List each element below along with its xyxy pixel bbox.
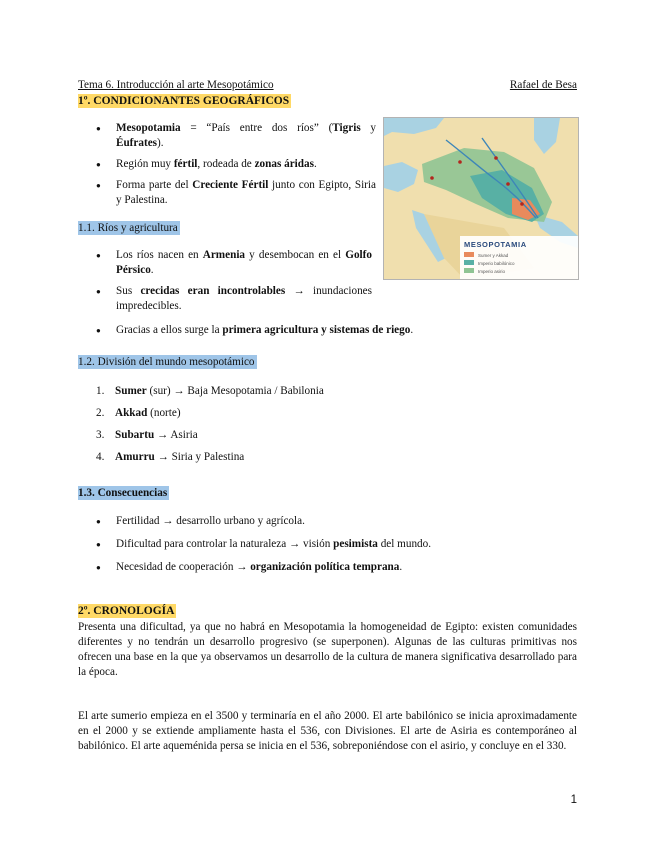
- geographic-bullet-list: [96, 121, 376, 208]
- chronology-paragraph-2: El arte sumerio empieza en el 3500 y terminaría en el año 2000. El arte babilónico se inicia aproximadamente en el 2000 y se extiende ampliamente hasta el 536, con Divisiones. El arte de Asiria es contemporáneo al babilónico. El arte aqueménida persa se inicia en el 536, sobreponiéndose con el asirio, y concluye en el 330.: [78, 710, 577, 752]
- text: Los ríos nacen en: [116, 249, 203, 261]
- text: → inundaciones impredecibles.: [116, 285, 373, 312]
- bold-term: crecidas eran incontrolables: [140, 285, 286, 297]
- section-title-chronology: 2º. CRONOLOGÍA: [78, 605, 175, 617]
- list-item: [96, 178, 376, 208]
- city-marker: [506, 182, 510, 186]
- text: , rodeada de: [197, 158, 255, 170]
- header-topic: Tema 6. Introducción al arte Mesopotámico: [78, 79, 274, 91]
- text: → Siria y Palestina: [154, 451, 245, 463]
- text: ).: [157, 137, 164, 149]
- city-marker: [494, 156, 498, 160]
- bold-term: primera agricultura y sistemas de riego: [222, 324, 411, 336]
- list-item: [96, 406, 576, 421]
- legend-label: Sumer y Akkad: [478, 253, 509, 258]
- city-marker: [458, 160, 462, 164]
- text: .: [313, 158, 317, 170]
- bold-term: pesimista: [333, 538, 378, 550]
- text: → Asiria: [154, 429, 198, 441]
- city-marker: [520, 202, 524, 206]
- list-item: [96, 284, 372, 314]
- text: junto con Egipto, Siria y Palestina.: [116, 179, 376, 206]
- text: .: [399, 561, 403, 573]
- list-item: [96, 157, 376, 172]
- legend-label: Imperio babilónico: [478, 261, 515, 266]
- legend-swatch-sumer: [464, 252, 474, 257]
- bold-term: organización política temprana: [250, 561, 400, 573]
- text: Necesidad de cooperación →: [116, 561, 251, 573]
- section-title-geographic: 1º. CONDICIONANTES GEOGRÁFICOS: [78, 95, 290, 107]
- list-item: [96, 323, 576, 338]
- text: Región muy: [116, 158, 174, 170]
- text: Forma parte del: [116, 179, 193, 191]
- page-number: 1: [570, 794, 577, 806]
- legend-swatch-babylon: [464, 260, 474, 265]
- bold-term: zonas áridas: [254, 158, 314, 170]
- list-number: 2.: [96, 407, 105, 419]
- bold-term: Armenia: [202, 249, 246, 261]
- subsection-title-consequences: 1.3. Consecuencias: [78, 487, 168, 499]
- bold-term: Golfo Pérsico: [116, 249, 372, 276]
- bold-term: Amurru: [115, 451, 155, 463]
- bold-term: fértil: [173, 158, 198, 170]
- text: Sus: [116, 285, 141, 297]
- list-item: [96, 537, 576, 552]
- map-title: MESOPOTAMIA: [464, 240, 527, 249]
- bold-term: Akkad: [115, 407, 148, 419]
- bold-term: Creciente Fértil: [192, 179, 269, 191]
- bold-term: Mesopotamia: [116, 122, 181, 134]
- bold-term: Éufrates: [116, 137, 158, 149]
- text: y desembocan en el: [245, 249, 346, 261]
- legend-swatch-assyria: [464, 268, 474, 273]
- city-marker: [430, 176, 434, 180]
- map-illustration: [384, 118, 578, 279]
- text: del mundo.: [377, 538, 432, 550]
- text: y: [360, 122, 377, 134]
- bold-term: Sumer: [115, 385, 147, 397]
- text: (sur) → Baja Mesopotamia / Babilonia: [146, 385, 324, 397]
- header-author: Rafael de Besa: [509, 79, 577, 91]
- list-item: [96, 248, 372, 278]
- list-item: [96, 428, 576, 443]
- text: Dificultad para controlar la naturaleza → visión: [116, 538, 334, 550]
- list-number: 1.: [96, 385, 105, 397]
- subsection-title-division: 1.2. División del mundo mesopotámico: [78, 356, 255, 368]
- legend-label: Imperio asirio: [478, 269, 506, 274]
- rivers-bullet-list: [96, 248, 372, 314]
- list-item: [96, 121, 376, 151]
- list-item: [96, 514, 576, 529]
- bold-term: Subartu: [115, 429, 155, 441]
- text: = “País entre dos ríos” (: [180, 122, 333, 134]
- consequences-bullet-list: [96, 514, 576, 575]
- list-item: [96, 450, 576, 465]
- text: .: [150, 264, 154, 276]
- text: (norte): [147, 407, 181, 419]
- text: Gracias a ellos surge la: [116, 324, 223, 336]
- bold-term: Tigris: [332, 122, 361, 134]
- list-number: 3.: [96, 429, 105, 441]
- rivers-bullet-list-continued: [96, 323, 576, 338]
- list-item: [96, 384, 576, 399]
- division-numbered-list: [96, 384, 576, 465]
- list-number: 4.: [96, 451, 105, 463]
- mesopotamia-map: [383, 117, 579, 280]
- list-item: [96, 560, 576, 575]
- subsection-title-rivers: 1.1. Ríos y agricultura: [78, 222, 178, 234]
- text: .: [410, 324, 414, 336]
- text: Fertilidad → desarrollo urbano y agrícola.: [116, 515, 305, 527]
- chronology-paragraph-1: Presenta una dificultad, ya que no habrá en Mesopotamia la homogeneidad de Egipto: existen comunidades diferentes y no tendrán un desarrollo progresivo (se superponen). Algunas de las culturas primitivas nos ofrecen una base en la que ya observamos un desarrollo de la cultura de manera significativa desarrollado para la época.: [78, 621, 577, 678]
